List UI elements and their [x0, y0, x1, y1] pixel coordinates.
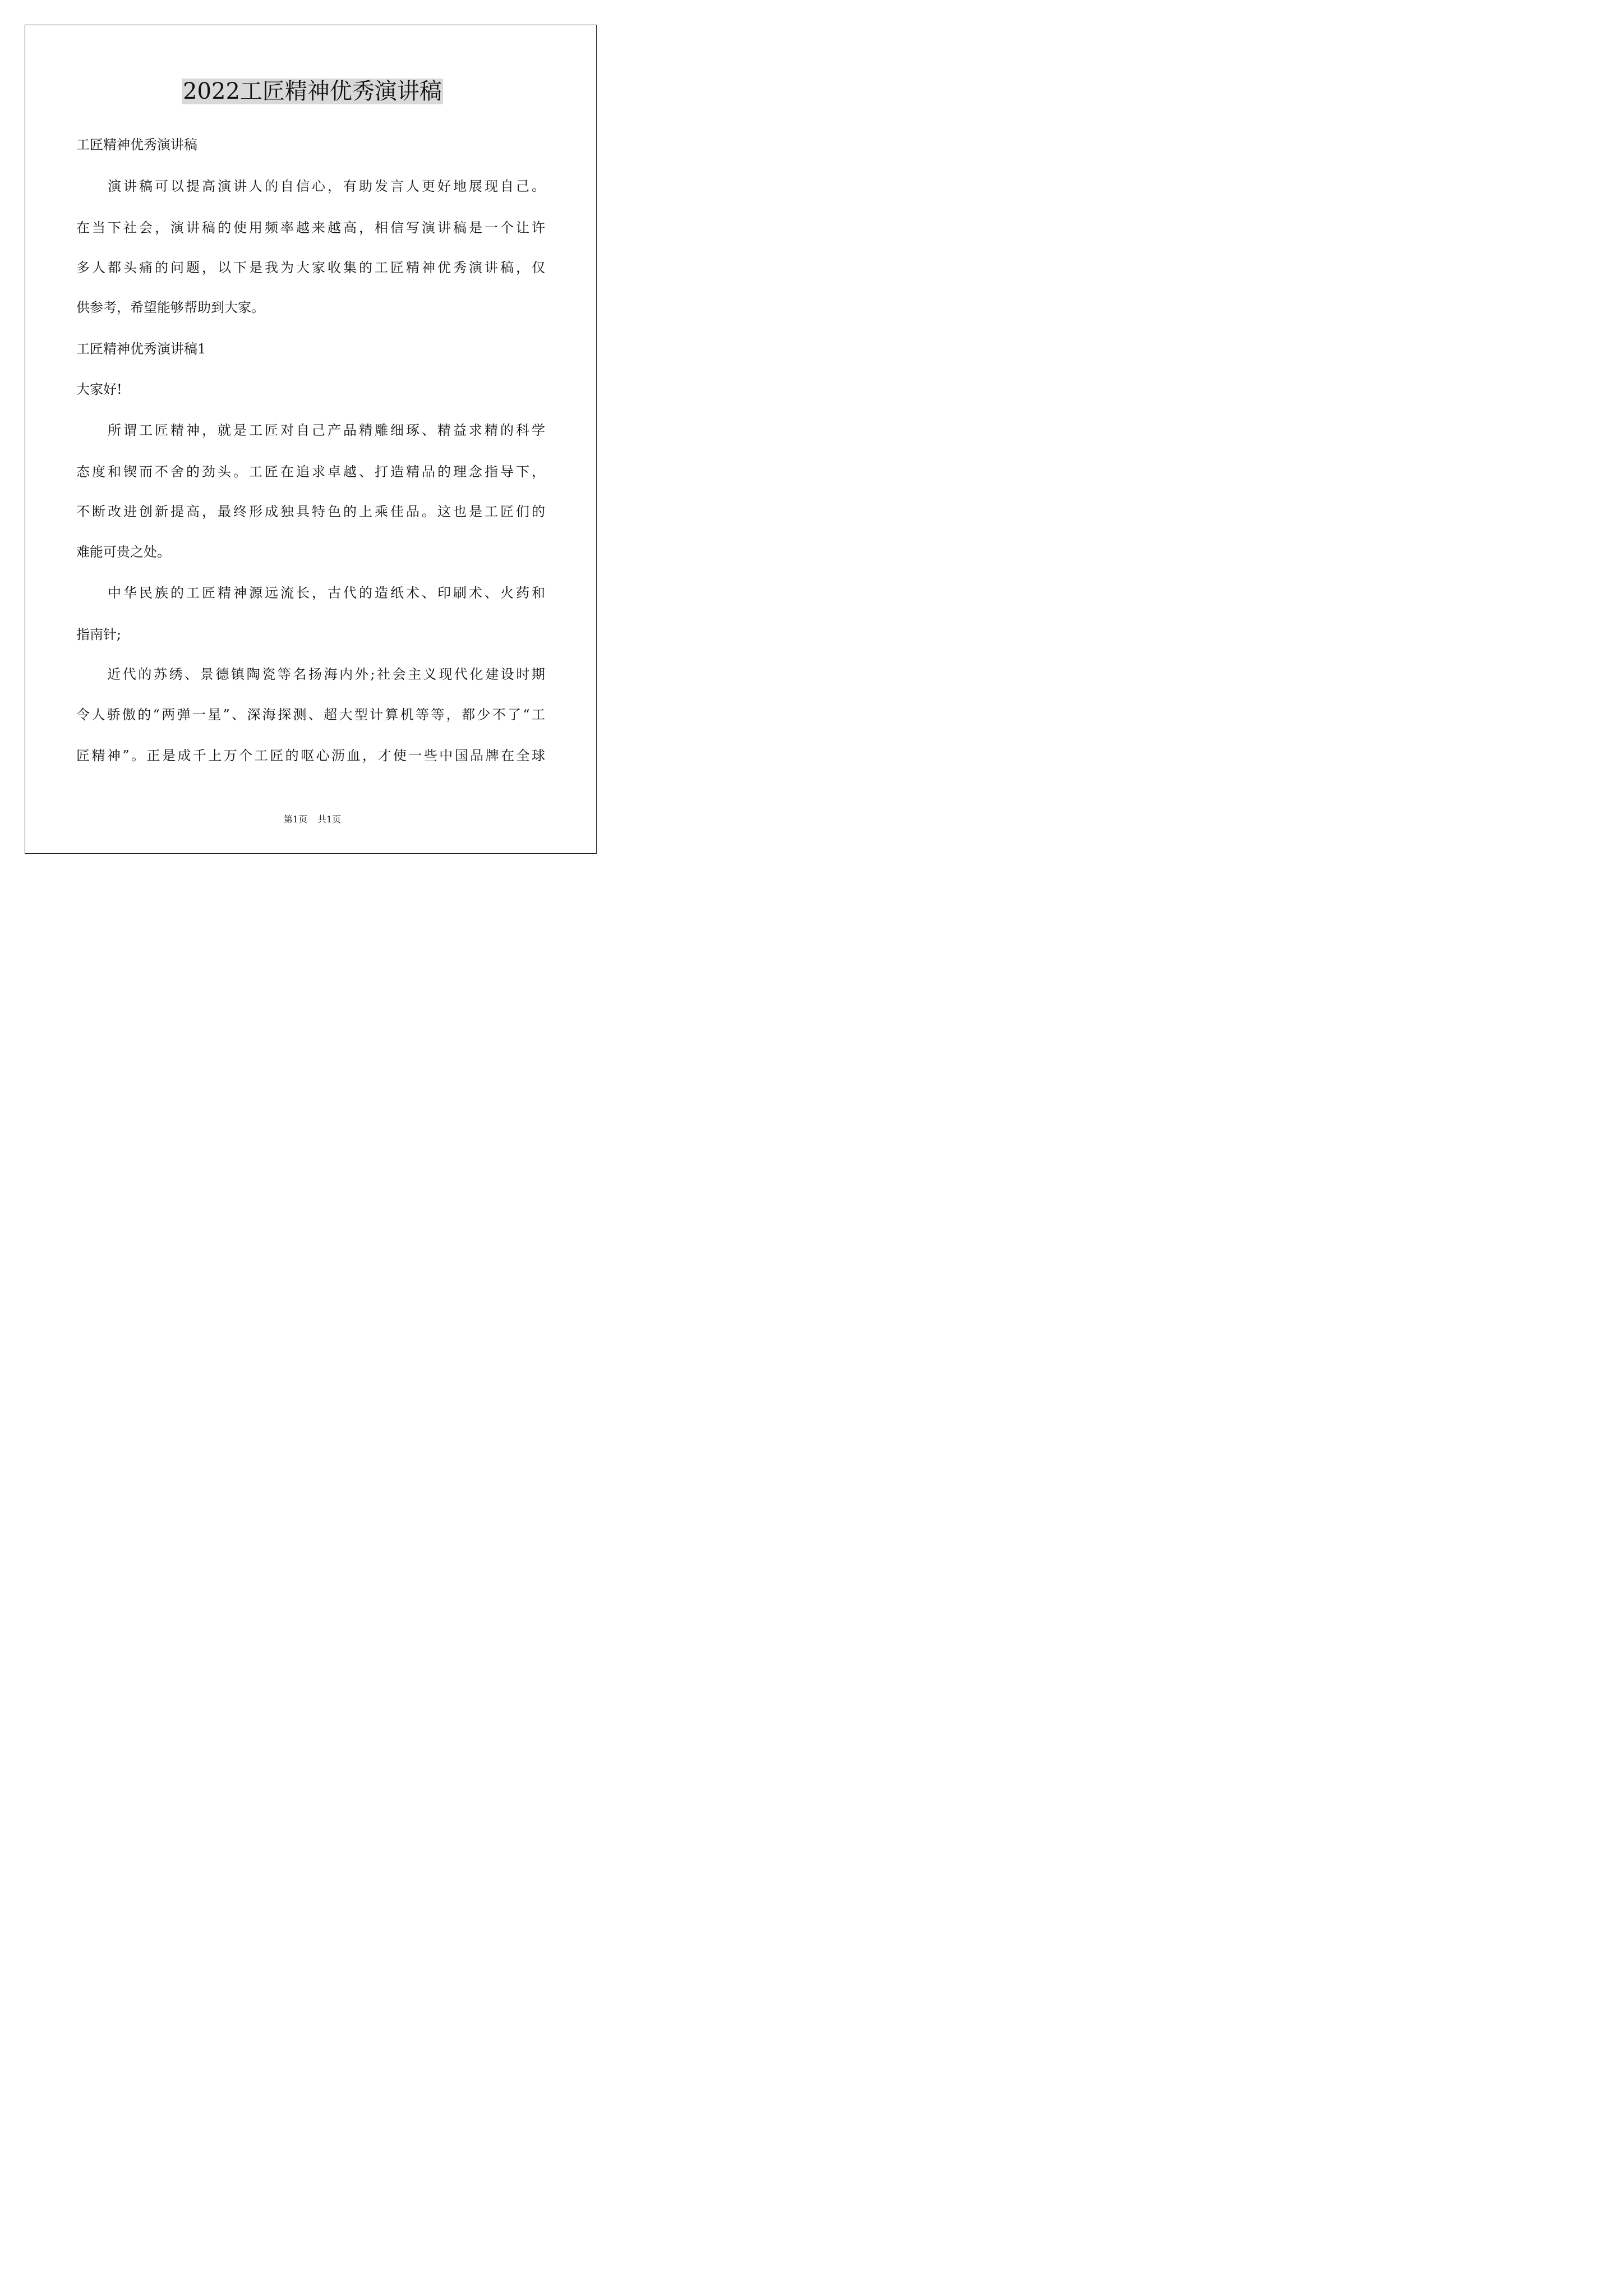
subtitle-line: 工匠精神优秀演讲稿: [76, 137, 197, 153]
section-heading: 工匠精神优秀演讲稿1: [76, 341, 206, 357]
body-line: 匠精神”。正是成千上万个工匠的呕心沥血，才使一些中国品牌在全球: [76, 748, 545, 763]
body-line: 多人都头痛的问题，以下是我为大家收集的工匠精神优秀演讲稿，仅: [76, 260, 545, 275]
body-line: 令人骄傲的“两弹一星”、深海探测、超大型计算机等等，都少不了“工: [76, 707, 545, 723]
greeting-line: 大家好!: [76, 381, 122, 397]
body-line: 供参考，希望能够帮助到大家。: [76, 300, 265, 315]
body-line: 中华民族的工匠精神源远流长，古代的造纸术、印刷术、火药和: [76, 585, 545, 601]
page-number: 第1页: [283, 814, 307, 825]
document-title: [0, 76, 625, 107]
body-line: 难能可贵之处。: [76, 544, 170, 560]
body-line: 所谓工匠精神，就是工匠对自己产品精雕细琢、精益求精的科学: [76, 422, 545, 438]
page-footer: [0, 813, 625, 826]
document-title-text: 2022工匠精神优秀演讲稿: [183, 79, 442, 104]
body-line: 演讲稿可以提高演讲人的自信心，有助发言人更好地展现自己。: [76, 178, 545, 194]
page-total: 共1页: [317, 814, 342, 825]
body-line: 近代的苏绣、景德镇陶瓷等名扬海内外;社会主义现代化建设时期: [76, 666, 545, 682]
body-line: 在当下社会，演讲稿的使用频率越来越高，相信写演讲稿是一个让许: [76, 220, 545, 236]
body-line: 不断改进创新提高，最终形成独具特色的上乘佳品。这也是工匠们的: [76, 504, 545, 519]
body-line: 指南针;: [76, 627, 122, 642]
body-line: 态度和锲而不舍的劲头。工匠在追求卓越、打造精品的理念指导下，: [76, 464, 545, 480]
